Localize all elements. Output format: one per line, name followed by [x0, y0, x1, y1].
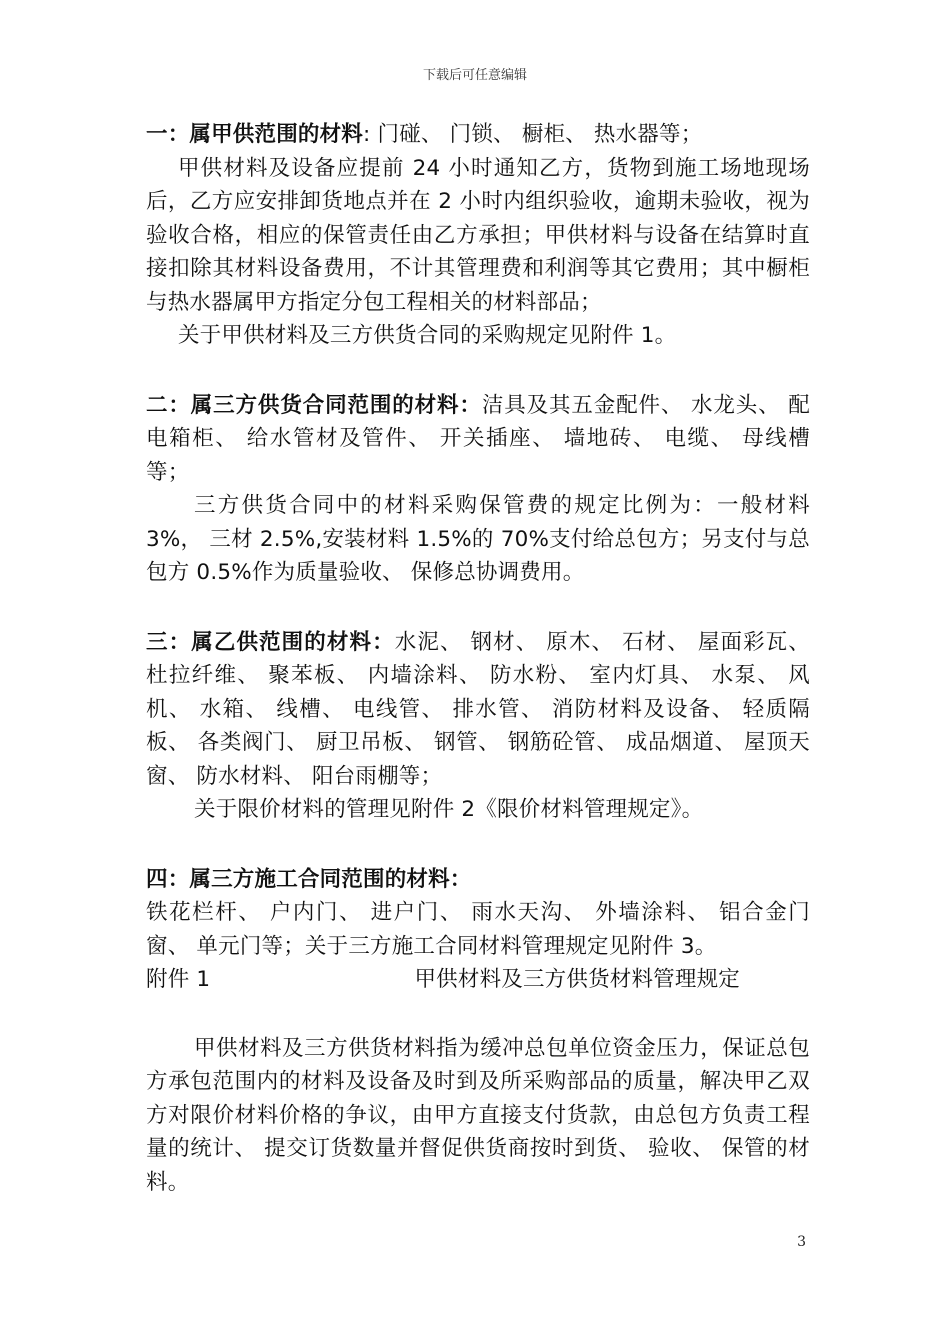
document-body: [146, 118, 810, 1199]
section-1-paragraph: 甲供材料及设备应提前 24 小时通知乙方，货物到施工场地现场后，乙方应安排卸货地点并在 2 小时内组织验收，逾期未验收，视为验收合格，相应的保管责任由乙方承担；甲供材料与设备在结算时直接扣除其材料设备费用，不计其管理费和利润等其它费用；其中橱柜与热水器属甲方指定分包工程相关的材料部品；: [146, 155, 810, 315]
section-3-items: 水泥、 钢材、 原木、 石材、 屋面彩瓦、 杜拉纤维、 聚苯板、 内墙涂料、 防水粉、 室内灯具、 水泵、 风机、 水箱、 线槽、 电线管、 排水管、 消防材料及设备、 轻质隔板、 各类阀门、 厨卫吊板、 钢管、 钢筋砼管、 成品烟道、 屋顶天窗、 防水材料、 阳台雨棚等；: [146, 629, 810, 789]
section-3-line: [146, 626, 810, 794]
section-1-reference: 关于甲供材料及三方供货合同的采购规定见附件 1。: [178, 323, 677, 348]
spacer: [146, 353, 810, 389]
section-1-items: : 门碰、 门锁、 橱柜、 热水器等；: [363, 122, 703, 147]
attachment-title: 甲供材料及三方供货材料管理规定: [414, 967, 740, 992]
section-2-paragraph: 三方供货合同中的材料采购保管费的规定比例为：一般材料 3%， 三材 2.5%,安装材料 1.5%的 70%支付给总包方；另支付与总包方 0.5%作为质量验收、 保修总协调费用。: [146, 493, 810, 585]
section-2-heading: 二：属三方供货合同范围的材料：: [146, 392, 482, 418]
section-2-line: [146, 389, 810, 490]
section-2-items: 洁具及其五金配件、 水龙头、 配电箱柜、 给水管材及管件、 开关插座、 墙地砖、 电缆、 母线槽等；: [146, 392, 810, 485]
attachment-label: 附件 1: [146, 967, 211, 992]
attachment-paragraph: 甲供材料及三方供货材料指为缓冲总包单位资金压力，保证总包方承包范围内的材料及设备及时到及所采购部品的质量，解决甲乙双方对限价材料价格的争议，由甲方直接支付货款，由总包方负责工程量的统计、 提交订货数量并督促供货商按时到货、 验收、 保管的材料。: [146, 1035, 810, 1195]
section-3-heading: 三：属乙供范围的材料：: [146, 629, 395, 655]
section-4-items: 铁花栏杆、 户内门、 进户门、 雨水天沟、 外墙涂料、 铝合金门窗、 单元门等；关于三方施工合同材料管理规定见附件 3。: [146, 900, 810, 959]
section-1-line: [146, 118, 810, 152]
spacer: [146, 827, 810, 863]
page-header: 下载后可任意编辑: [422, 68, 527, 83]
attachment-heading-line: [146, 963, 810, 997]
section-1-heading: 一：属甲供范围的材料: [146, 122, 364, 147]
spacer: [146, 997, 810, 1032]
section-3-reference: 关于限价材料的管理见附件 2《限价材料管理规定》。: [194, 797, 704, 822]
section-4-heading: 四：属三方施工合同范围的材料：: [146, 866, 472, 892]
spacer: [146, 590, 810, 626]
page-number: 3: [797, 1234, 806, 1250]
